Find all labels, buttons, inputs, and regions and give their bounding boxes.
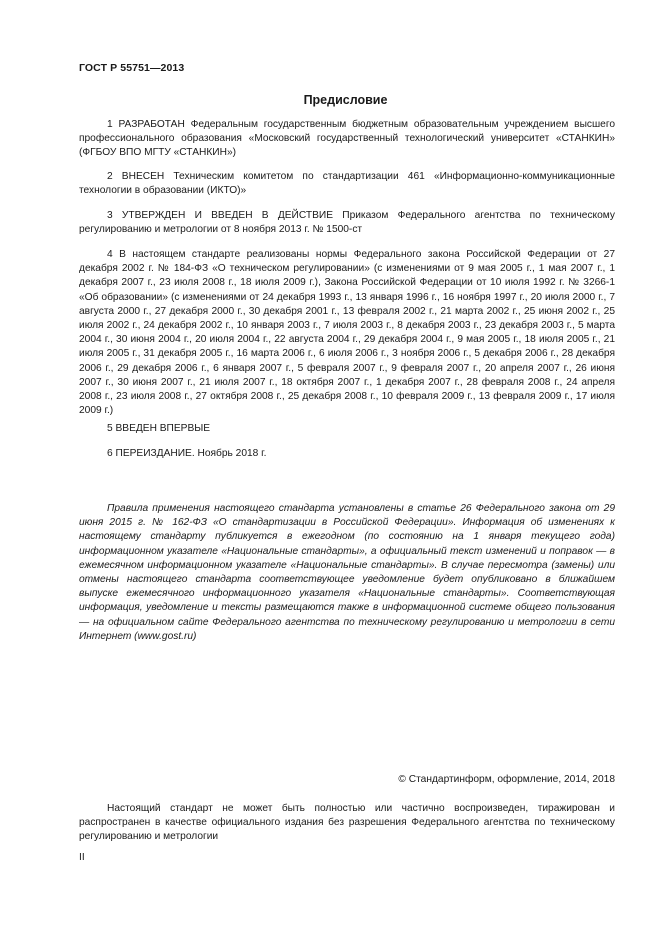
reproduction-notice: Настоящий стандарт не может быть полностью или частично воспроизведен, тиражирован и распространен в качестве официального издания без разрешения Федерального агентства по техническому регулированию и метрологии [79,803,615,842]
preface-item-4: 4 В настоящем стандарте реализованы нормы Федерального закона Российской Федерации от 27 декабря 2002 г. № 184-ФЗ «О техническом регулировании» (с изменениями от 9 мая 2005 г., 1 мая 2007 г., 1 декабря 2007 г., 23 июля 2008 г., 18 июля 2009 г.), Закона Российской Федерации от 10 июля 1992 г. № 3266-1 «Об образовании» (с изменениями от 24 декабря 1993 г., 13 января 1996 г., 16 ноября 1997 г., 20 июля 2000 г., 7 августа 2000 г., 27 декабря 2000 г., 30 декабря 2001 г., 13 февраля 2002 г., 21 марта 2002 г., 25 июня 2002 г., 25 июля 2002 г., 24 декабря 2002 г., 10 января 2003 г., 7 июля 2003 г., 8 декабря 2003 г., 23 декабря 2003 г., 5 марта 2004 г., 30 июня 2004 г., 20 июля 2004 г., 22 августа 2004 г., 29 декабря 2004 г., 9 мая 2005 г., 18 июля 2005 г., 21 июля 2005 г., 31 декабря 2005 г., 16 марта 2006 г., 6 июля 2006 г., 3 ноября 2006 г., 5 декабря 2006 г., 28 декабря 2006 г., 29 декабря 2006 г., 6 января 2007 г., 5 февраля 2007 г., 9 февраля 2007 г., 20 апреля 2007 г., 26 июня 2007 г., 30 июня 2007 г., 21 июля 2007 г., 18 октября 2007 г., 1 декабря 2007 г., 28 февраля 2008 г., 24 апреля 2008 г., 23 июля 2008 г., 27 октября 2008 г., 25 декабря 2008 г., 10 февраля 2009 г., 13 февраля 2009 г., 17 июля 2009 г.) [79,249,615,417]
preface-item-2: 2 ВНЕСЕН Техническим комитетом по стандартизации 461 «Информационно-коммуникационные технологии в образовании (ИКТО)» [79,171,615,197]
page-number: II [79,852,85,863]
standard-application-note: Правила применения настоящего стандарта установлены в статье 26 Федерального закона от 29 июня 2015 г. № 162-ФЗ «О стандартизации в Российской Федерации». Информация об изменениях к настоящему стандарту публикуется в ежегодном (по состоянию на 1 января текущего года) информационном указателе «Национальные стандарты», а официальный текст изменений и поправок — в ежемесячном информационном указателе «Национальные стандарты». В случае пересмотра (замены) или отмены настоящего стандарта соответствующее уведомление будет опубликовано в ближайшем выпуске ежемесячного информационного указателя «Национальные стандарты». Соответствующая информация, уведомление и тексты размещаются также в информационной системе общего пользования — на официальном сайте Федерального агентства по техническому регулированию и метрологии в сети Интернет (www.gost.ru) [79,503,615,642]
page-title: Предисловие [303,93,388,107]
preface-item-3: 3 УТВЕРЖДЕН И ВВЕДЕН В ДЕЙСТВИЕ Приказом Федерального агентства по техническому регулированию и метрологии от 8 ноября 2013 г. № 1500-ст [79,210,615,236]
standard-id: ГОСТ Р 55751—2013 [79,62,185,74]
preface-item-5: 5 ВВЕДЕН ВПЕРВЫЕ [107,423,211,434]
copyright: © Стандартинформ, оформление, 2014, 2018 [398,774,615,785]
preface-item-1: 1 РАЗРАБОТАН Федеральным государственным бюджетным образовательным учреждением высшего профессионального образования «Московский государственный технологический университет «СТАНКИН» (ФГБОУ ВПО МГТУ «СТАНКИН») [79,119,615,159]
preface-item-6: 6 ПЕРЕИЗДАНИЕ. Ноябрь 2018 г. [107,448,267,459]
